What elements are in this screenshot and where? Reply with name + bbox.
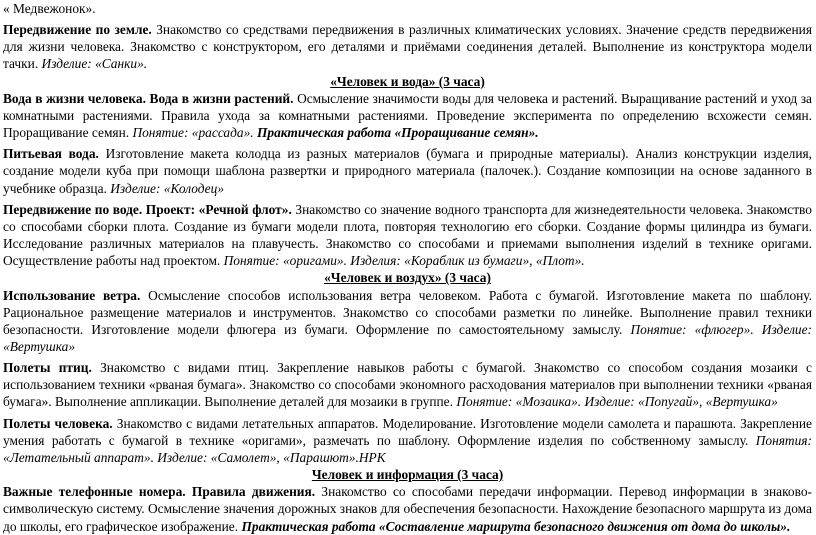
practical-work: Практическая работа «Составление маршрута безопасного движения от дома до школы». (241, 518, 791, 534)
topic-title: Полеты человека. (3, 415, 113, 431)
topic-title: Важные телефонные номера. Правила движения. (3, 484, 316, 500)
topic-text: Осмысление значимости воды для человека и растений. Выращивание растений и уход за комнатными растениями. Правила ухода за комнатными растениями. Проведение эксперимента по определению всхожести семян. Проращивание семян. (3, 90, 812, 141)
topic-product: Понятие: «флюгер». Изделие: «Вертушка» (3, 321, 813, 354)
topic-product: Изделие: «Колодец» (110, 180, 225, 196)
topic-text: Знакомство со значение водного транспорта для жизнедеятельности человека. Знакомство со способами сборки плота. Создание из бумаги модели плота, повторяя технологию его сборки. Создание формы цилиндра из бумаги. Исследование различных материалов на плавучесть. Знакомство со способами и приемами выполнения изделий в технике оригами. Осуществление работы над проектом. (3, 201, 812, 269)
topic-title: Использование ветра. (3, 287, 141, 303)
topic-text: Знакомство с видами летательных аппаратов. Моделирование. Изготовление модели самолета и парашюта. Закрепление умения работать с бумагой в технике «оригами», размечать по шаблону. Оформление изделия по собственному замыслу. (3, 415, 813, 448)
paragraph-water-transport (3, 201, 812, 270)
topic-text: Знакомство со средствами передвижения в различных климатических условиях. Значение средств передвижения для жизни человека. Знакомство с конструктором, его деталями и приёмами соединения деталей. Выполнение из конструктора модели тачки. (3, 22, 812, 72)
topic-title: Передвижение по воде. Проект: «Речной флот». (3, 201, 292, 217)
topic-text: Знакомство со способами передачи информации. Перевод информации в знаково-символическую систему. Осмысление значения дорожных знаков для обеспечения безопасности. Нахождение безопасного маршрута из дома до школы, его графическое изображение. (3, 484, 812, 534)
topic-title: Передвижение по земле. (3, 22, 152, 38)
topic-product: Понятия: «Летательный аппарат». Изделие: «Самолет», «Парашют».НРК (3, 432, 812, 465)
topic-product: Понятие: «Мозаика». Изделие: «Попугай», «Вертушка» (456, 394, 778, 410)
paragraph-drinking-water (3, 145, 812, 196)
topic-title: Питьевая вода. (3, 146, 99, 162)
topic-text: Изготовление макета колодца из разных материалов (бумага и природные материалы). Анализ конструкции изделия, создание модели куба при помощи шаблона развертки и природного материала (палочек.). Создание композиции на основе заданного в учебнике образца. (3, 146, 812, 196)
section-heading-information: Человек и информация (3 часа) (311, 467, 504, 483)
topic-product: Изделие: «Санки». (41, 56, 148, 72)
paragraph-water-in-life (3, 90, 812, 141)
topic-title: Вода в жизни человека. Вода в жизни растений. (3, 90, 294, 106)
paragraph-intro-fragment (3, 0, 812, 17)
topic-concept: Понятие: «рассада». (132, 125, 254, 141)
topic-text: Знакомство с видами птиц. Закрепление навыков работы с бумагой. Знакомство со способом создания мозаики с использованием техники «рваная бумага». Знакомство со способами экономного расходования материалов при выполнении техники «рваная бумага». Выполнение аппликации. Выполнение деталей для мозаики в группе. (3, 360, 812, 410)
topic-text: Осмысление способов использования ветра человеком. Работа с бумагой. Изготовление макета по шаблону. Рациональное размещение материалов и инструментов. Знакомство со способами разметки по линейке. Выполнение правил техники безопасности. Изготовление модели флюгера из бумаги. Оформление по самостоятельному замыслу. (3, 287, 813, 337)
paragraph-ground-transport (3, 21, 812, 72)
practical-work: Практическая работа «Проращивание семян». (256, 125, 539, 141)
paragraph-wind-use (3, 287, 812, 356)
text: « Медвежонок». (3, 1, 96, 16)
paragraph-phone-numbers-traffic (3, 483, 812, 534)
paragraph-human-flight (3, 415, 812, 466)
topic-product: Понятие: «оригами». Изделия: «Кораблик из бумаги», «Плот». (223, 253, 585, 269)
topic-title: Полеты птиц. (3, 360, 92, 376)
section-heading-water: «Человек и вода» (3 часа) (330, 73, 485, 89)
section-heading-air: «Человек и воздух» (3 часа) (324, 270, 491, 286)
paragraph-bird-flight (3, 359, 812, 410)
